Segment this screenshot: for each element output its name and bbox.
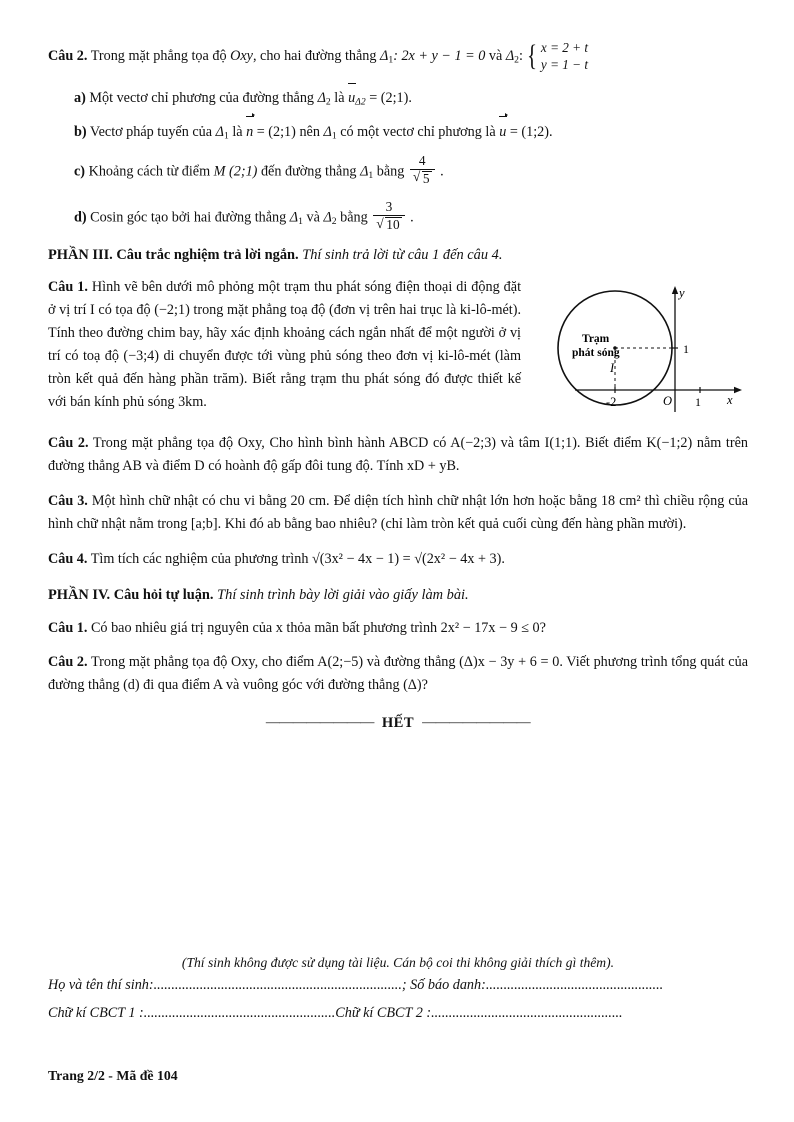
signature-block — [48, 955, 748, 1028]
phan3-question-4 — [48, 548, 748, 571]
phan3-q4-text: Tìm tích các nghiệm của phương trình √(3x² − 4x − 1) = √(2x² − 4x + 3). — [90, 551, 505, 568]
item-b-vector-u: u — [499, 121, 506, 144]
item-d-text: Cosin góc tạo bởi hai đường thẳng — [90, 209, 287, 226]
station-label-line2: phát sóng — [572, 347, 620, 360]
item-a-delta-sub: 2 — [325, 96, 331, 108]
item-a-label: a) — [74, 90, 86, 107]
item-b-delta2: Δ — [323, 123, 332, 140]
cau2-item-b — [74, 121, 748, 144]
phan4-q1-label: Câu 1. — [48, 619, 88, 636]
item-b-value: = (2;1) — [256, 123, 296, 140]
item-a-period: . — [408, 90, 412, 107]
item-b-delta2-sub: 1 — [331, 130, 337, 142]
y-tick-1: 1 — [683, 342, 689, 357]
delta1-symbol: Δ — [380, 47, 389, 64]
phan4-q2-label: Câu 2. — [48, 653, 88, 670]
delta1-subscript: 1 — [388, 54, 394, 66]
item-c-numerator: 4 — [410, 154, 435, 170]
item-d-period: . — [410, 209, 414, 226]
phan3-question-2 — [48, 432, 748, 478]
item-d-fraction — [373, 200, 404, 232]
item-c-text: Khoảng cách từ điểm — [88, 163, 211, 180]
signal-tower-figure — [535, 280, 748, 430]
phan3-q2-label: Câu 2. — [48, 435, 89, 452]
phan3-q2-text: Trong mặt phẳng tọa độ Oxy, Cho hình bình hành ABCD có A(−2;3) và tâm I(1;1). Biết điểm K(−1;2) nằm trên đường thẳng AB và điểm D có hoành độ gấp đôi tung độ. Tính xD + yB. — [48, 435, 748, 475]
page-footer: Trang 2/2 - Mã đề 104 — [48, 1068, 178, 1083]
item-b-delta-sub: 1 — [223, 130, 229, 142]
cbct2-label: Chữ kí CBCT 2 : — [335, 1005, 432, 1022]
question-cau2-header — [48, 40, 748, 73]
item-a-value: = (2;1) — [369, 90, 409, 107]
item-b-vector-n: n — [246, 121, 253, 144]
item-c-delta: Δ — [360, 163, 369, 180]
cau2-stem-mid: , cho hai đường thẳng — [252, 47, 377, 64]
cbct1-dots: ...................................................... — [143, 1005, 336, 1022]
phan3-note: Thí sinh trả lời từ câu 1 đến câu 4. — [302, 246, 503, 263]
item-b-text: Vectơ pháp tuyến của — [89, 123, 213, 140]
item-c-period: . — [440, 163, 444, 180]
item-d-delta1-sub: 1 — [298, 216, 303, 228]
candidate-name-dots: ...................................................................... — [153, 977, 402, 993]
oxy-symbol: Oxy — [230, 47, 253, 64]
section-phan-iii — [48, 245, 748, 267]
item-c-delta-sub: 1 — [368, 169, 374, 181]
item-a-la: là — [334, 90, 345, 107]
item-c-fraction — [410, 154, 435, 186]
item-b-text-mid: nên — [299, 123, 320, 140]
phan3-title: PHẦN III. Câu trắc nghiệm trả lời ngắn. — [48, 246, 299, 263]
item-c-point: M (2;1) — [213, 163, 258, 180]
cau2-label: Câu 2. — [48, 47, 88, 64]
phan3-question-3 — [48, 490, 748, 536]
y-axis-label: y — [679, 286, 685, 301]
origin-label: O — [663, 394, 673, 409]
x-tick-1: 1 — [695, 395, 701, 410]
item-b-text-mid2: có một vectơ chỉ phương là — [340, 123, 496, 140]
item-b-label: b) — [74, 123, 87, 140]
section-phan-iv — [48, 585, 748, 607]
phan4-title: PHẦN IV. Câu hỏi tự luận. — [48, 587, 214, 604]
item-a-vector-name: u — [348, 87, 355, 110]
item-d-denominator — [373, 216, 404, 232]
phan3-q3-text: Một hình chữ nhật có chu vi bằng 20 cm. Để diện tích hình chữ nhật lớn hơn hoặc bằng 18 cm² thì chiều rộng của hình chữ nhật nằm trong [a;b]. Khi đó ab bằng bao nhiêu? (chỉ làm tròn kết quả cuối cùng đến hàng phần mười). — [48, 493, 749, 533]
dashes-left: ———————— — [265, 715, 374, 731]
phan3-q1-label: Câu 1. — [48, 279, 88, 296]
delta2-symbol: Δ — [505, 47, 515, 64]
phan4-question-1 — [48, 617, 748, 640]
delta2-subscript: 2 — [514, 54, 519, 66]
cau2-item-c — [74, 154, 748, 186]
center-point-label: I — [610, 361, 615, 376]
item-c-label: c) — [74, 163, 86, 180]
page-content — [48, 40, 748, 732]
conjunction-va: và — [488, 47, 503, 64]
item-c-sqrt-radicand: 5 — [422, 171, 430, 187]
item-d-numerator: 3 — [373, 200, 404, 216]
x-axis-label: x — [727, 393, 733, 408]
colon: : — [519, 47, 523, 64]
proctor-signature-line — [48, 999, 748, 1027]
candidate-name-line — [48, 971, 748, 999]
item-a-delta: Δ — [317, 90, 326, 107]
item-b-la: là — [232, 123, 243, 140]
item-b-period: . — [548, 123, 553, 140]
cau2-item-a — [74, 87, 748, 110]
x-tick-minus2: -2 — [606, 395, 617, 410]
coordinate-circle-diagram — [535, 280, 748, 430]
item-c-denominator — [410, 170, 435, 186]
cau2-stem-before: Trong mặt phẳng tọa độ — [90, 47, 227, 64]
item-d-delta1: Δ — [289, 209, 299, 226]
item-c-text-mid: đến đường thẳng — [260, 163, 357, 180]
item-d-delta2: Δ — [323, 209, 332, 226]
phan3-q4-label: Câu 4. — [48, 551, 88, 568]
cbct1-label: Chữ kí CBCT 1 : — [48, 1005, 144, 1022]
item-d-delta2-sub: 2 — [331, 216, 337, 228]
footer-note: (Thí sinh không được sử dụng tài liệu. Cán bộ coi thi không giải thích gì thêm). — [181, 955, 615, 970]
cau2-item-d — [74, 200, 748, 232]
sbd-dots: .................................................. — [485, 977, 664, 993]
sbd-label: ; Số báo danh: — [401, 977, 486, 993]
het-label: HẾT — [381, 714, 415, 731]
phan4-q2-text: Trong mặt phẳng tọa độ Oxy, cho điểm A(2;−5) và đường thẳng (Δ)x − 3y + 6 = 0. Viết phương trình tổng quát của đường thẳng (d) đi qua điểm A và vuông góc với đường thẳng (Δ)? — [48, 653, 748, 693]
item-a-text: Một vectơ chỉ phương của đường thẳng — [89, 90, 315, 107]
phan4-question-2 — [48, 651, 748, 697]
delta1-equation: : 2x + y − 1 = 0 — [393, 47, 486, 64]
item-d-sqrt-radicand: 10 — [386, 217, 400, 233]
candidate-name-label: Họ và tên thí sinh: — [48, 977, 154, 993]
item-d-va: và — [306, 209, 320, 226]
parametric-system — [525, 40, 588, 73]
phan3-q1-text: Hình vẽ bên dưới mô phỏng một trạm thu phát sóng điện thoại di động đặt ở vị trí I có tọa độ (−2;1) trong mặt phẳng toạ độ (đơn vị trên hai trục là ki-lô-mét). Tính theo đường chim bay, hãy xác định khoảng cách ngắn nhất để một người ở vị trí có toạ độ (−3;4) di chuyển được tới vùng phủ sóng theo đơn vị ki-lô-mét (làm tròn kết quả đến hàng phần trăm). Biết rằng trạm thu phát sóng đó được thiết kế với bán kính phủ sóng 3km. — [48, 279, 522, 411]
station-label-line1: Trạm — [582, 333, 610, 346]
phan4-note: Thí sinh trình bày lời giải vào giấy làm bài. — [217, 587, 469, 604]
item-d-bang: bằng — [340, 209, 368, 226]
item-b-delta: Δ — [215, 123, 224, 140]
dashes-right: ———————— — [422, 715, 531, 731]
item-c-bang: bằng — [376, 163, 405, 180]
end-of-exam-marker — [48, 715, 748, 732]
phan3-q3-label: Câu 3. — [48, 493, 88, 510]
cbct2-dots: ...................................................... — [431, 1005, 623, 1022]
system-row-1: x = 2 + t — [540, 40, 589, 55]
system-row-2: y = 1 − t — [540, 56, 589, 72]
item-a-vector-sub: Δ2 — [355, 96, 366, 108]
left-brace: { — [526, 39, 537, 72]
item-b-value2: = (1;2) — [509, 123, 549, 140]
item-d-label: d) — [74, 209, 87, 226]
phan4-q1-text: Có bao nhiêu giá trị nguyên của x thỏa mãn bất phương trình 2x² − 17x − 9 ≤ 0? — [90, 619, 546, 636]
